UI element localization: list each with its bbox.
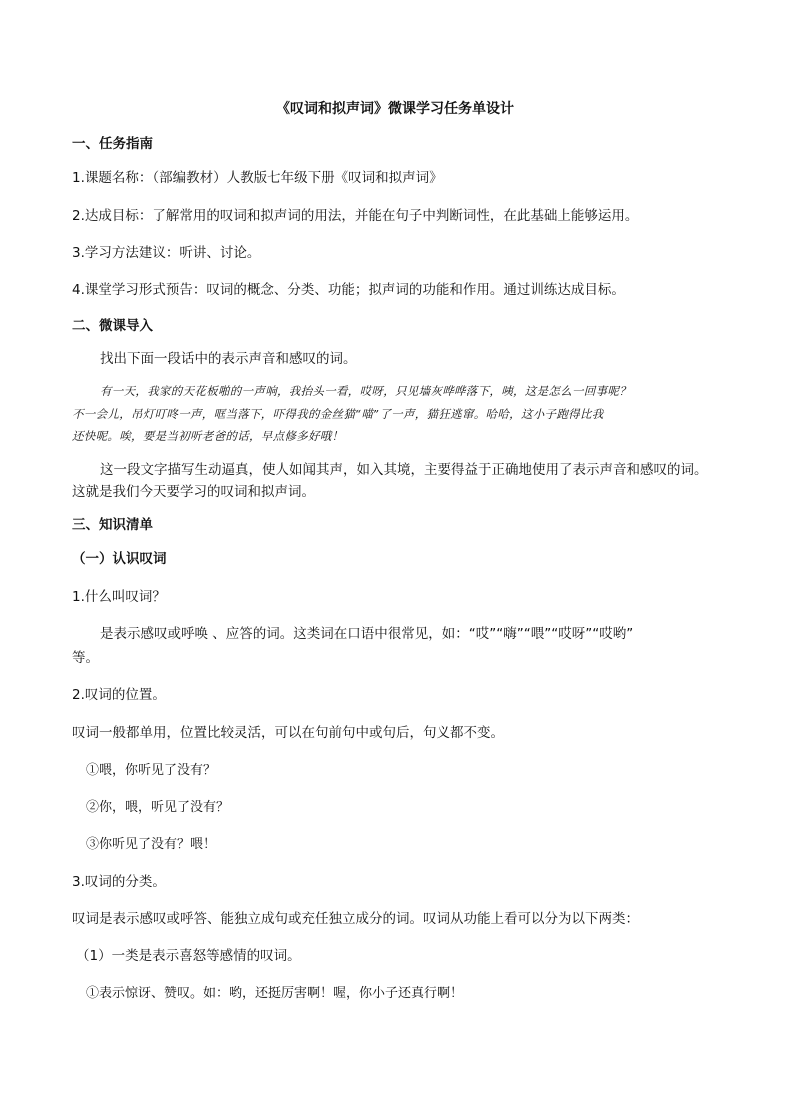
question-2: 2.叹词的位置。 xyxy=(72,687,166,703)
guide-item-2: 2.达成目标：了解常用的叹词和拟声词的用法，并能在句子中判断词性，在此基础上能够运用。 xyxy=(72,208,639,224)
section-heading-knowledge: 三、知识清单 xyxy=(72,517,153,533)
category-1: （1）一类是表示喜怒等感情的叹词。 xyxy=(76,948,301,964)
intro-comment-line-2: 这就是我们今天要学习的叹词和拟声词。 xyxy=(72,484,315,500)
intro-passage-line-2: 不一会儿，吊灯叮咚一声，哐当落下，吓得我的金丝猫“喵”了一声，猫狂逃窜。哈哈，这小子跑得比我 xyxy=(72,407,604,421)
intro-comment-line-1: 这一段文字描写生动逼真，使人如闻其声，如入其境，主要得益于正确地使用了表示声音和感叹的词。 xyxy=(100,462,708,478)
answer-3: 叹词是表示感叹或呼答、能独立成句或充任独立成分的词。叹词从功能上看可以分为以下两类： xyxy=(72,911,639,927)
example-2: ②你，喂，听见了没有？ xyxy=(86,800,230,815)
answer-2: 叹词一般都单用，位置比较灵活，可以在句前句中或句后，句义都不变。 xyxy=(72,725,504,741)
question-3: 3.叹词的分类。 xyxy=(72,874,166,890)
answer-1-line-1: 是表示感叹或呼唤 、应答的词。这类词在口语中很常见，如：“哎”“嗨”“喂”“哎呀”“哎哟” xyxy=(100,626,634,642)
category-1-example: ①表示惊讶、赞叹。如：哟，还挺厉害啊！喔，你小子还真行啊！ xyxy=(86,986,464,1001)
intro-passage-line-3: 还快呢。唉，要是当初听老爸的话，早点修多好哦！ xyxy=(72,429,344,443)
answer-1-line-2: 等。 xyxy=(72,650,99,666)
section-heading-guide: 一、任务指南 xyxy=(72,136,153,152)
section-heading-intro: 二、微课导入 xyxy=(72,318,153,334)
example-1: ①喂，你听见了没有？ xyxy=(86,763,217,778)
subsection-heading-interjections: （一）认识叹词 xyxy=(72,551,167,567)
guide-item-1: 1.课题名称：（部编教材）人教版七年级下册《叹词和拟声词》 xyxy=(72,170,443,186)
question-1: 1.什么叫叹词？ xyxy=(72,589,166,605)
guide-item-4: 4.课堂学习形式预告：叹词的概念、分类、功能；拟声词的功能和作用。通过训练达成目标。 xyxy=(72,282,625,298)
example-3: ③你听见了没有？喂！ xyxy=(86,837,217,852)
document-title: 《叹词和拟声词》微课学习任务单设计 xyxy=(276,101,514,117)
intro-passage-line-1: 有一天，我家的天花板啪的一声响，我抬头一看，哎呀，只见墙灰哗哗落下，咦，这是怎么一回事呢？ xyxy=(100,384,631,398)
guide-item-3: 3.学习方法建议：听讲、讨论。 xyxy=(72,245,261,261)
intro-prompt: 找出下面一段话中的表示声音和感叹的词。 xyxy=(100,351,357,367)
